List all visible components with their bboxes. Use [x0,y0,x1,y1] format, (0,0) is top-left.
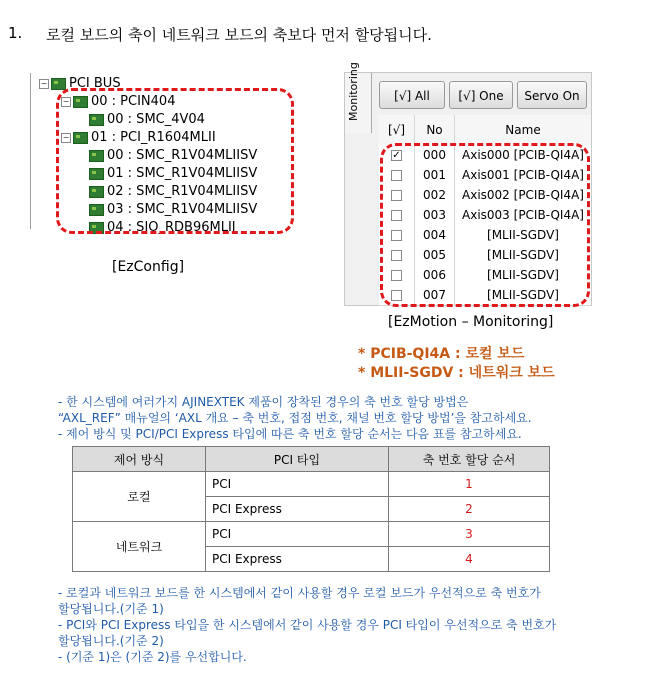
servo-on-button[interactable]: Servo On [517,81,587,109]
heading-text: 로컬 보드의 축이 네트워크 보드의 축보다 먼저 할당됩니다. [46,26,432,44]
table-cell-order: 2 [389,497,550,522]
ezconfig-caption: [EzConfig] [112,259,185,275]
row-no: 006 [415,265,455,285]
row-name: [MLII-SGDV] [487,268,559,282]
column-header-no[interactable]: No [415,115,455,145]
tree-node-label: 04 : SIO_RDB96MLII [107,220,236,235]
table-header: 축 번호 할당 순서 [389,447,550,472]
bus-icon [51,78,66,90]
table-row [73,472,550,497]
row-name: [MLII-SGDV] [487,228,559,242]
table-cell-method: 네트워크 [73,522,206,572]
row-no: 001 [415,165,455,185]
grid-header [379,115,591,146]
table-cell-order: 3 [389,522,550,547]
row-no: 004 [415,225,455,245]
table-cell-type: PCI [206,522,389,547]
row-no: 007 [415,285,455,305]
column-header-name[interactable]: Name [505,123,541,137]
legend-local: * PCIB-QI4A : 로컬 보드 [358,346,525,362]
tree-node-label: 00 : SMC_4V04 [107,112,205,127]
row-name: [MLII-SGDV] [487,248,559,262]
legend-network: * MLII-SGDV : 네트워크 보드 [358,365,555,381]
note-line: - 로컬과 네트워크 보드를 한 시스템에서 같이 사용할 경우 로컬 보드가 우선적으로 축 번호가 [58,586,541,600]
note-line: 할당됩니다.(기준 1) [58,602,164,616]
note-line: “AXL_REF” 매뉴얼의 ‘AXL 개요 – 축 번호, 접점 번호, 채널 번호 할당 방법’을 참고하세요. [58,411,532,425]
axis-order-table [72,446,550,572]
row-no: 005 [415,245,455,265]
row-name: [MLII-SGDV] [487,288,559,302]
table-cell-type: PCI [206,472,389,497]
collapse-icon[interactable]: − [40,78,48,88]
table-cell-method: 로컬 [73,472,206,522]
tree-node-label: 00 : SMC_R1V04MLIISV [107,148,258,163]
note-line: - PCI와 PCI Express 타입을 한 시스템에서 같이 사용할 경우 PCI 타입이 우선적으로 축 번호가 [58,618,557,632]
heading-number: 1. [8,24,23,42]
column-header-check[interactable]: [√] [379,115,415,145]
ezmotion-caption: [EzMotion – Monitoring] [388,314,554,330]
row-no: 003 [415,205,455,225]
tree-node-label: 00 : PCIN404 [91,94,176,109]
tree-node-label: 01 : PCI_R1604MLII [91,130,216,145]
row-name: Axis002 [PCIB-QI4A] [462,188,584,202]
table-cell-order: 1 [389,472,550,497]
table-cell-order: 4 [389,547,550,572]
table-row [73,522,550,547]
select-all-button[interactable]: [√] All [379,81,445,109]
row-name: Axis001 [PCIB-QI4A] [462,168,584,182]
collapse-icon[interactable]: − [62,96,70,106]
tab-monitoring[interactable]: Monitoring [345,73,372,133]
select-one-button[interactable]: [√] One [449,81,513,109]
table-header: 제어 방식 [73,447,206,472]
table-cell-type: PCI Express [206,547,389,572]
tree-node-label: 02 : SMC_R1V04MLIISV [107,184,258,199]
row-no: 002 [415,185,455,205]
tree-node-label: PCI BUS [69,76,121,91]
row-name: Axis003 [PCIB-QI4A] [462,208,584,222]
row-checkbox[interactable]: ✓ [392,149,401,161]
table-header-row [73,447,550,472]
note-line: - 한 시스템에 여러가지 AJINEXTEK 제품이 장착된 경우의 축 번호 할당 방법은 [58,395,469,409]
note-line: - 제어 방식 및 PCI/PCI Express 타입에 따른 축 번호 할당 순서는 다음 표를 참고하세요. [58,427,522,441]
highlight-outline [380,143,590,307]
note-line: - (기준 1)은 (기준 2)를 우선합니다. [58,650,247,664]
row-name: Axis000 [PCIB-QI4A] [462,148,584,162]
tree-node-label: 03 : SMC_R1V04MLIISV [107,202,258,217]
highlight-outline [56,88,294,234]
collapse-icon[interactable]: − [62,132,70,142]
table-header: PCI 타입 [206,447,389,472]
note-line: 할당됩니다.(기준 2) [58,634,164,648]
tree-node-label: 01 : SMC_R1V04MLIISV [107,166,258,181]
table-cell-type: PCI Express [206,497,389,522]
row-no: 000 [415,145,455,165]
